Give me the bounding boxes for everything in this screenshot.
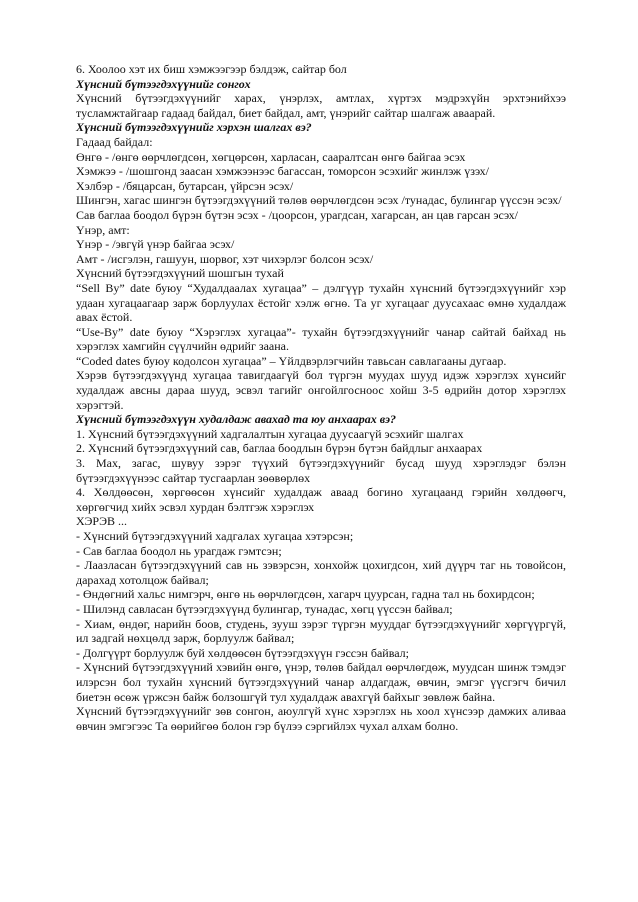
text-line: Сав баглаа боодол бүрэн бүтэн эсэх - /цоорсон, урагдсан, хагарсан, ан цав гарсан эсэх/ — [76, 207, 518, 222]
text-line: Хүнсний бүтээгдэхүүний шошгын тухай — [76, 266, 284, 281]
text-line: Амт - /исгэлэн, гашуун, шорвог, хэт чихэрлэг болсон эсэх/ — [76, 251, 374, 266]
text-line: - Сав баглаа боодол нь урагдаж гэмтсэн; — [76, 543, 282, 558]
text-line: - Хүнсний бүтээгдэхүүний хадгалах хугацаа хэтэрсэн; — [76, 529, 354, 543]
text-line: 6. Хоолоо хэт их биш хэмжээгээр бэлдэж, сайтар бол — [76, 62, 347, 76]
section-heading: Хүнсний бүтээгдэхүүнийг хэрхэн шалгах вэ? — [76, 120, 312, 135]
paragraph: 4. Хөлдөөсөн, хөргөөсөн хүнсийг худалдаж аваад богино хугацаанд гэрийн хөлдөөгч, хөргөгчид хийх эсвэл хурдан бэлтгэж хэрэглэх — [76, 485, 566, 514]
paragraph: “Use-By” date буюу “Хэрэглэх хугацаа”- тухайн бүтээгдэхүүнийг чанар сайтай байхад нь хэрэглэх хамгийн сүүлчийн өдрийг заана. — [76, 324, 566, 354]
paragraph: Хүнсний бүтээгдэхүүнийг зөв сонгон, аюулгүй хүнс хэрэглэх нь хоол хүнсээр дамжих аливаа өвчин эмгэгээс Та өөрийгөө болон гэр бүлээ сэргийлэх чухал алхам болно. — [76, 704, 566, 733]
text-line: Хэмжээ - /шошгонд заасан хэмжээнээс багассан, томорсон эсэхийг жинлэж үзэх/ — [76, 164, 489, 179]
text-line: “Coded dates буюу кодолсон хугацаа” – Үйлдвэрлэгчийн тавьсан савлагааны дугаар. — [76, 353, 507, 368]
text-line: Үнэр, амт: — [76, 222, 130, 237]
paragraph: Хэрэв бүтээгдэхүүнд хугацаа тавигдаагүй бол түргэн муудах шууд идэж хэрэглэх хүнсийг худалдаж авсны дараа шууд, эсвэл тагийг онгойлгосноос хойш 3-5 өдрийн дотор хэрэглэх хэрэгтэй. — [76, 368, 566, 412]
text-line: - Шилэнд савласан бүтээгдэхүүнд булингар, тунадас, хөгц үүссэн байвал; — [76, 601, 453, 616]
paragraph: Хүнсний бүтээгдэхүүнийг харах, үнэрлэх, амтлах, хүртэх мэдрэхүйн эрхтэнийхээ тусламжтайгаар гадаад байдал, биет байдал, амт, үнэрийг сайтар шалгаж аваарай. — [76, 91, 566, 120]
paragraph: Шингэн, хагас шингэн бүтээгдэхүүний төлөв өөрчлөгдсөн эсэх /тунадас, булингар үүссэн эсэх/ — [76, 193, 562, 208]
text-line: - Долгүүрт борлуулж буй хөлдөөсөн бүтээгдэхүүн гэссэн байвал; — [76, 645, 409, 660]
paragraph: - Лаазласан бүтээгдэхүүний сав нь зэвэрсэн, хонхойж цохигдсон, хий дүүрч таг нь товойсон, дарахад хотолцож байвал; — [76, 558, 566, 587]
text-line: Өнгө - /өнгө өөрчлөгдсөн, хөгцөрсөн, харласан, саарaлтсан өнгө байгаа эсэх — [76, 149, 466, 164]
text-line: Үнэр - /эвгүй үнэр байгаа эсэх/ — [76, 237, 235, 252]
paragraph: “Sell By” date буюу “Худалдаалах хугацаа” – дэлгүүр тухайн хүнсний бүтээгдэхүүнийг хэр удаан хугацаагаар зарж борлуулах ёстойг хэлж өгнө. Та уг хугацааг дуусахаас өмнө худалдаж авах ёстой. — [76, 280, 566, 325]
paragraph: - Хиам, өндөг, нарийн боов, студень, зууш зэрэг түргэн мууддаг бүтээгдэхүүнийг хөргүүргүй, ил задгай нөхцөлд зарж, борлуулж байвал; — [76, 616, 566, 646]
text-line: 1. Хүнсний бүтээгдэхүүний хадгалалтын хугацаа дуусаагүй эсэхийг шалгах — [76, 426, 464, 441]
section-heading: Хүнсний бүтээгдэхүүнийг сонгох — [76, 76, 251, 91]
text-line: ХЭРЭВ ... — [76, 514, 128, 529]
text-line: Гадаад байдал: — [76, 134, 153, 149]
paragraph: 3. Мах, загас, шувуу зэрэг түүхий бүтээгдэхүүнийг бусад шууд хэрэглэдэг бэлэн бүтээгдэхүүнээс сайтар тусгаарлан зөөвөрлөх — [76, 456, 566, 485]
text-line: Хэлбэр - /бяцарсан, бутарсан, үйрсэн эсэх/ — [76, 178, 294, 193]
text-line: 2. Хүнсний бүтээгдэхүүний сав, баглаа боодлын бүрэн бүтэн байдлыг анхаарах — [76, 441, 483, 456]
section-heading: Хүнсний бүтээгдэхүүн худалдаж авахад та юу анхаарах вэ? — [76, 412, 397, 427]
paragraph: - Өндөгний хальс нимгэрч, өнгө нь өөрчлөгдсөн, хагарч цуурсан, гадна тал нь бохирдсон; — [76, 587, 535, 602]
document-body — [76, 62, 566, 733]
paragraph: - Хүнсний бүтээгдэхүүний хэвийн өнгө, үнэр, төлөв байдал өөрчлөгдөж, муудсан шинж тэмдэг илэрсэн бол тухайн хүнсний бүтээгдэхүүний чанар алдагдаж, өвчин, эмгэг үүсгэгч бичил биетэн өсөж үржсэн байж болзошгүй тул худалдаж авахгүй байхыг зөвлөж байна. — [76, 660, 566, 704]
